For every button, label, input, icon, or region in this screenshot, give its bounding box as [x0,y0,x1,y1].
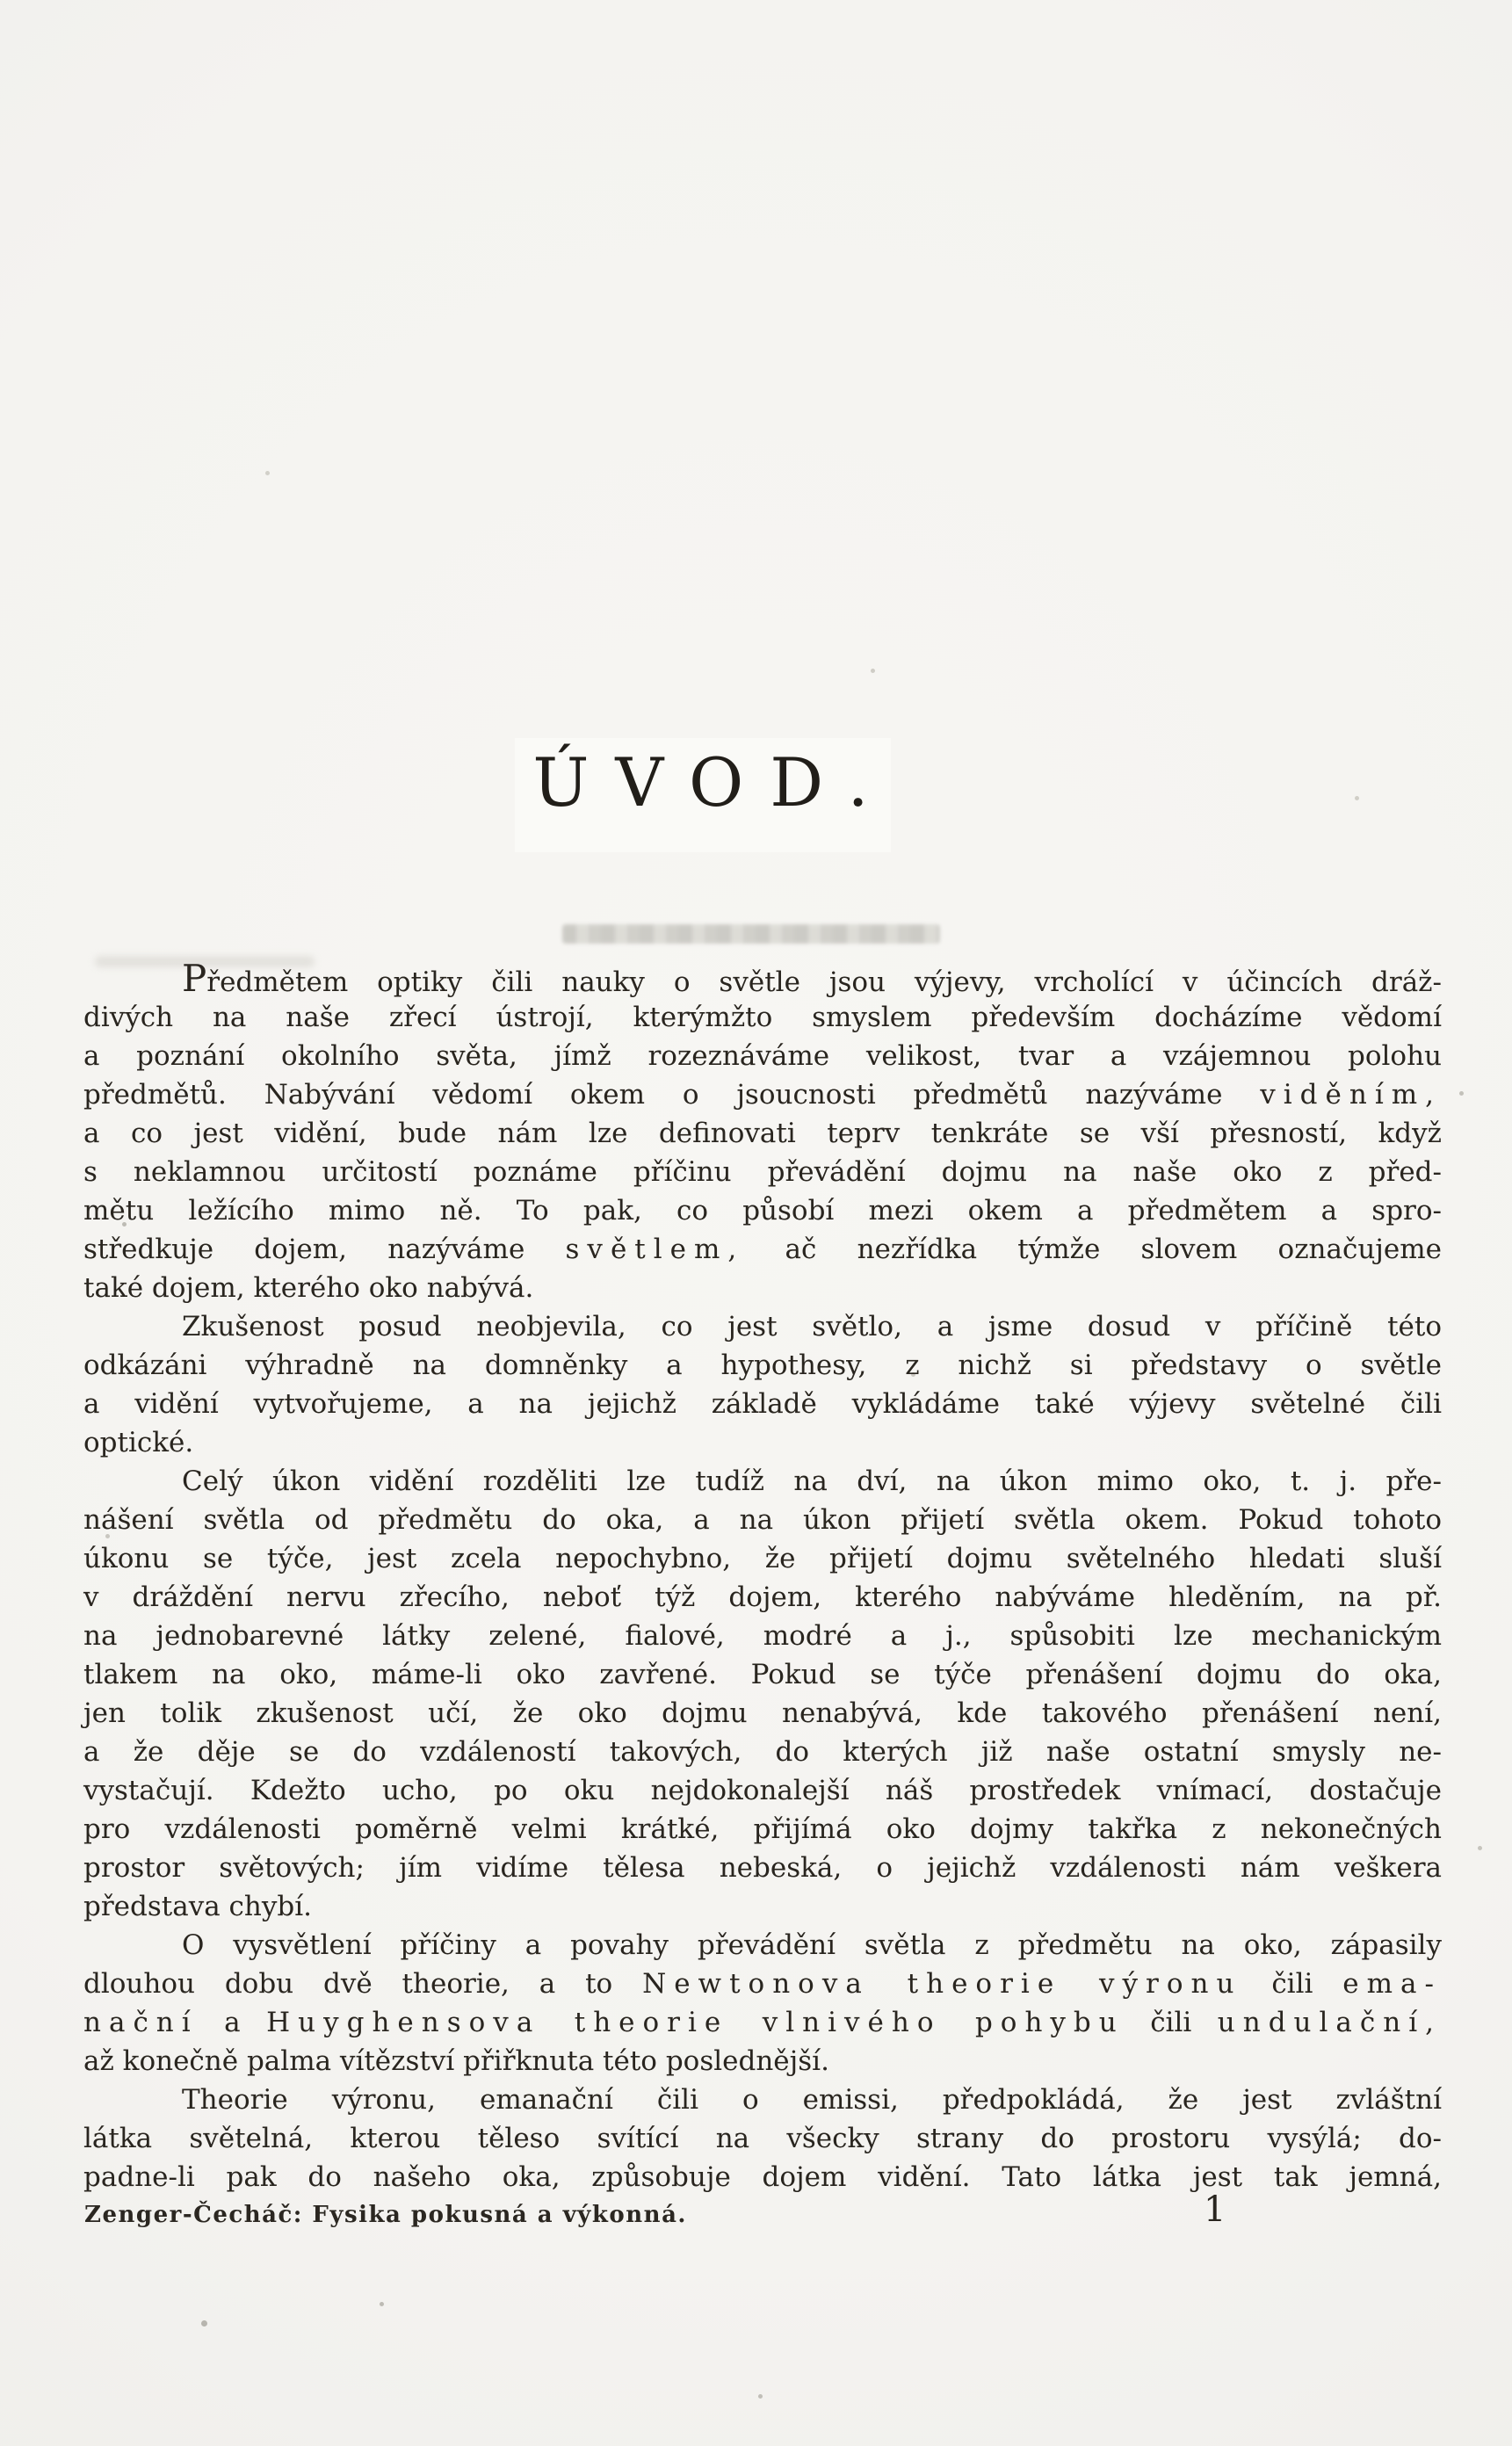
text-line: a poznání okolního světa, jímž rozeznáváme velikost, tvar a vzájemnou polohu [83,1040,1442,1072]
text-line: jen tolik zkušenost učí, že oko dojmu nenabývá, kde takového přenášení není, [83,1697,1442,1729]
text-line: látka světelná, kterou těleso svítící na všecky strany do prostoru vysýlá; do- [83,2123,1442,2154]
page-number: 1 [1204,2189,1226,2230]
letterspaced-emphasis: Newtonova theorie výronu [642,1968,1242,2000]
text-line: vystačují. Kdežto ucho, po oku nejdokonalejší náš prostředek vnímací, dostačuje [83,1775,1442,1806]
letterspaced-emphasis: světlem, [565,1234,745,1265]
text-line: a že děje se do vzdáleností takových, do kterých již naše ostatní smysly ne- [83,1736,1442,1768]
letterspaced-emphasis: nační [83,2007,199,2038]
text-line: nášení světla od předmětu do oka, a na úkon přijetí světla okem. Pokud tohoto [83,1504,1442,1536]
text-line: O vysvětlení příčiny a povahy převádění světla z předmětu na oko, zápasily [182,1929,1442,1961]
text-line: Zkušenost posud neobjevila, co jest světlo, a jsme dosud v příčině této [182,1311,1442,1342]
text-line: Celý úkon vidění rozděliti lze tudíž na dví, na úkon mimo oko, t. j. pře- [182,1465,1442,1497]
letterspaced-emphasis: undulační, [1217,2007,1442,2038]
text-line: padne-li pak do našeho oka, způsobuje dojem vidění. Tato látka jest tak jemná, [83,2161,1442,2193]
text-line: tlakem na oko, máme-li oko zavřené. Pokud se týče přenášení dojmu do oka, [83,1659,1442,1690]
letterspaced-emphasis: ema- [1342,1968,1442,2000]
paragraph [83,1462,1442,1926]
text-line: představa chybí. [83,1891,313,1922]
scan-speckles [0,0,3,3]
scan-smudge-artifact [562,924,940,944]
paragraph [83,1307,1442,1462]
text-line: divých na naše zřecí ústrojí, kterýmžto smyslem především docházíme vědomí [83,1002,1442,1033]
text-line: středkuje dojem, nazýváme světlem, ač nezřídka týmže slovem označujeme [83,1234,1442,1265]
text-line: a co jest vidění, bude nám lze definovati teprv tenkráte se vší přesností, když [83,1118,1442,1149]
body-text [83,959,1442,2196]
letterspaced-emphasis: Huyghensova theorie vlnivého pohybu [266,2007,1125,2038]
text-line: úkonu se týče, jest zcela nepochybno, že přijetí dojmu světelného hledati sluší [83,1543,1442,1574]
paragraph [83,1926,1442,2081]
letterspaced-emphasis: viděním, [1260,1079,1442,1111]
text-line: nační a Huyghensova theorie vlnivého pohybu čili undulační, [83,2007,1442,2038]
text-line: dlouhou dobu dvě theorie, a to Newtonova theorie výronu čili ema- [83,1968,1442,2000]
text-line: na jednobarevné látky zelené, fialové, modré a j., spůsobiti lze mechanickým [83,1620,1442,1652]
text-line: až konečně palma vítězství přiřknuta této poslednější. [83,2045,829,2077]
footer-signature: Zenger-Čecháč: Fysika pokusná a výkonná. [84,2202,687,2228]
text-line: optické. [83,1427,194,1458]
text-line: také dojem, kterého oko nabývá. [83,1272,534,1304]
text-line: prostor světových; jím vidíme tělesa nebeská, o jejichž vzdálenosti nám veškera [83,1852,1442,1884]
paragraph [83,959,1442,1307]
paragraph [83,2081,1442,2196]
text-line: a vidění vytvořujeme, a na jejichž základě vykládáme také výjevy světelné čili [83,1388,1442,1420]
text-line: odkázáni výhradně na domněnky a hypothesy, z nichž si představy o světle [83,1350,1442,1381]
text-line: s neklamnou určitostí poznáme příčinu převádění dojmu na naše oko z před- [83,1156,1442,1188]
chapter-title: ÚVOD. [532,743,895,821]
text-line: mětu ležícího mimo ně. To pak, co působí mezi okem a předmětem a spro- [83,1195,1442,1227]
initial-capital: P [182,957,207,1000]
text-line: v dráždění nervu zřecího, neboť týž dojem, kterého nabýváme hleděním, na př. [83,1581,1442,1613]
text-line: Theorie výronu, emanační čili o emissi, předpokládá, že jest zvláštní [182,2084,1442,2116]
text-line: předmětů. Nabývání vědomí okem o jsoucnosti předmětů nazýváme viděním, [83,1079,1442,1111]
text-line: Předmětem optiky čili nauky o světle jsou výjevy, vrcholící v účincích dráž- [182,957,1442,1000]
text-line: pro vzdálenosti poměrně velmi krátké, přijímá oko dojmy takřka z nekonečných [83,1813,1442,1845]
